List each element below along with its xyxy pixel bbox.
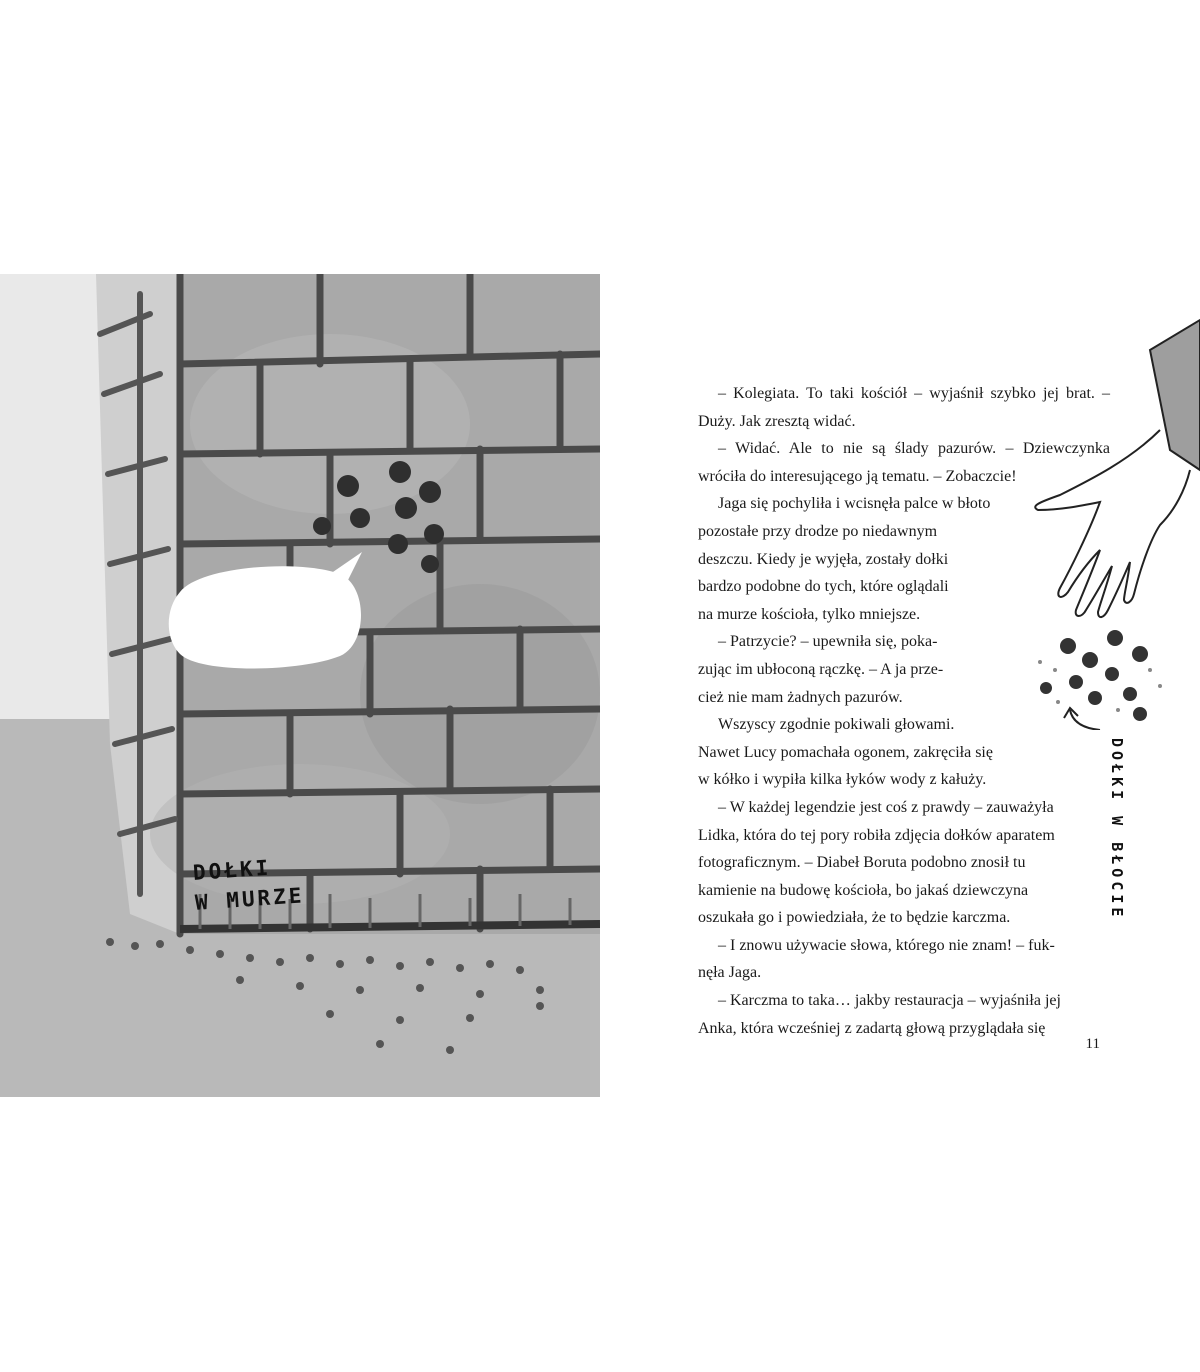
wall-illustration (0, 274, 600, 1097)
text-line: wróciła do interesującego ją tematu. – Zobaczcie! (698, 467, 1017, 485)
text-line: – Widać. Ale to nie są ślady pazurów. – Dziewczynka (718, 440, 1110, 458)
text-line: nęła Jaga. (698, 964, 762, 982)
text-line: – Kolegiata. To taki kościół – wyjaśnił szybko jej brat. – (718, 385, 1110, 402)
text-line: kamienie na budowę kościoła, bo jakaś dziewczyna (698, 881, 1029, 899)
text-line: cież nie mam żadnych pazurów. (698, 688, 903, 706)
text-line: deszczu. Kiedy je wyjęła, zostały dołki (698, 550, 949, 568)
sketch-caption: DOŁKI W BŁOCIE (1108, 738, 1126, 921)
text-line: w kółko i wypiła kilka łyków wody z kałuży. (698, 771, 987, 789)
text-line: fotograficznym. – Diabeł Boruta podobno znosił tu (698, 854, 1026, 872)
text-line: pozostałe przy drodze po niedawnym (698, 522, 938, 540)
text-line: Anka, która wcześniej z zadartą głową przyglądała się (698, 1019, 1046, 1037)
text-line: Jaga się pochyliła i wcisnęła palce w błoto (718, 495, 991, 513)
text-line: Duży. Jak zresztą widać. (698, 412, 856, 430)
text-line: – I znowu używacie słowa, którego nie znam! – fuk- (718, 936, 1055, 954)
text-line: Lidka, która do tej pory robiła zdjęcia dołków aparatem (698, 826, 1055, 844)
speech-bubble-line-2: W MURZE (194, 883, 306, 915)
text-line: – W każdej legendzie jest coś z prawdy – zauważyła (718, 798, 1054, 816)
text-line: oszukała go i powiedziała, że to będzie karczma. (698, 909, 1011, 927)
speech-bubble-text (192, 847, 356, 918)
text-line: na murze kościoła, tylko mniejsze. (698, 605, 921, 623)
text-line: zując im ubłoconą rączkę. – A ja prze- (698, 660, 944, 678)
text-line: – Karczma to taka… jakby restauracja – wyjaśniła jej (718, 992, 1061, 1010)
paragraph (698, 987, 1110, 1042)
paragraph (698, 932, 1110, 987)
text-line: Wszyscy zgodnie pokiwali głowami. (718, 716, 955, 734)
text-line: bardzo podobne do tych, które oglądali (698, 578, 949, 596)
hand-sketch-icon (1000, 310, 1200, 730)
page-number: 11 (1085, 1036, 1100, 1052)
text-line: Nawet Lucy pomachała ogonem, zakręciła się (698, 743, 993, 761)
paragraph (698, 794, 1110, 932)
text-line: – Patrzycie? – upewniła się, poka- (718, 633, 938, 651)
wall-drawing (0, 274, 600, 1097)
speech-bubble-line-1: DOŁKI (192, 855, 272, 885)
